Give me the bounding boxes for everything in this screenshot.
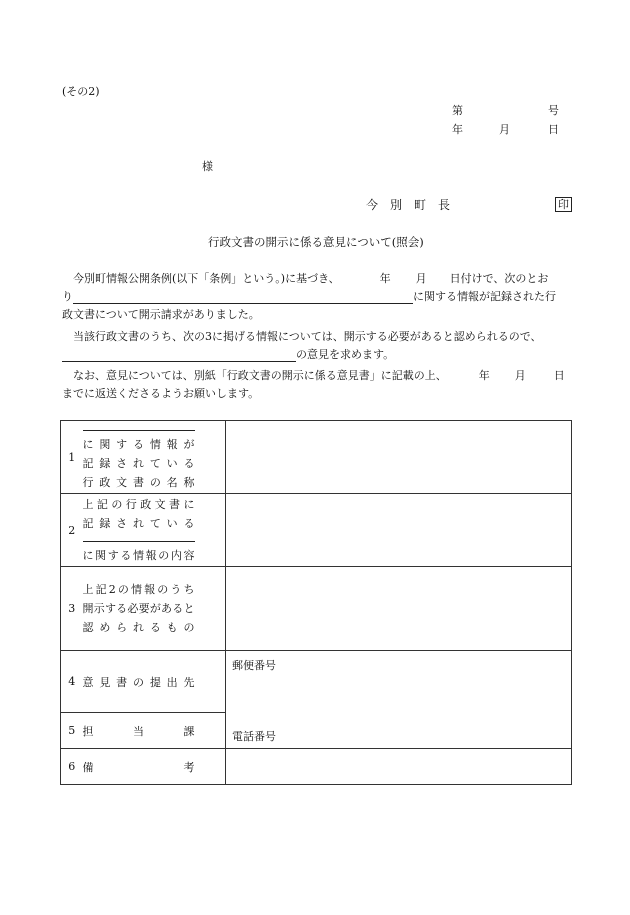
row-value bbox=[226, 651, 572, 713]
document-title: 行政文書の開示に係る意見について(照会) bbox=[208, 235, 424, 249]
row-number: 5 bbox=[61, 713, 83, 749]
body-text: 政文書について開示請求がありました。 bbox=[62, 308, 260, 321]
row-label bbox=[83, 494, 226, 567]
row-value bbox=[226, 494, 572, 567]
row-value bbox=[226, 713, 572, 749]
row-number: 4 bbox=[61, 651, 83, 713]
row-number: 6 bbox=[61, 749, 83, 785]
label-line: に 関 す る 情 報 の 内 容 bbox=[82, 549, 195, 562]
body-text: 日付けで、次のとお bbox=[449, 272, 549, 285]
label-blank-line bbox=[83, 422, 195, 431]
body-text: り bbox=[62, 290, 73, 303]
row-number: 2 bbox=[61, 494, 83, 567]
row-number: 1 bbox=[61, 421, 83, 494]
table-row bbox=[61, 749, 572, 785]
row-number: 3 bbox=[61, 567, 83, 651]
label-line: 上 記 の 行 政 文 書 に bbox=[82, 498, 195, 511]
label-text: 備 考 bbox=[82, 760, 195, 774]
row-value bbox=[226, 567, 572, 651]
postal-code-label: 郵便番号 bbox=[232, 659, 276, 672]
table-row bbox=[61, 651, 572, 713]
body-day: 日 bbox=[553, 369, 565, 382]
body-text: までに返送くださるようお願いします。 bbox=[62, 387, 260, 400]
body-text: 今別町情報公開条例(以下「条例」という。)に基づき、 bbox=[73, 272, 340, 285]
table-row bbox=[61, 421, 572, 494]
body-text: の意見を求めます。 bbox=[296, 348, 395, 361]
form-number: (その2) bbox=[62, 85, 100, 98]
body-year: 年 bbox=[379, 272, 391, 285]
date-year: 年 bbox=[452, 123, 463, 136]
body-line-5 bbox=[62, 348, 394, 362]
row-value bbox=[226, 421, 572, 494]
label-line: に 関 す る 情 報 が bbox=[82, 438, 195, 451]
row-value bbox=[226, 749, 572, 785]
body-text: なお、意見については、別紙「行政文書の開示に係る意見書」に記載の上、 bbox=[73, 369, 447, 382]
label-text: 意 見 書 の 提 出 先 bbox=[82, 675, 195, 689]
table-row bbox=[61, 494, 572, 567]
body-text: に関する情報が記録された行 bbox=[413, 290, 556, 303]
phone-number-label: 電話番号 bbox=[232, 730, 276, 743]
row-label bbox=[83, 421, 226, 494]
body-text: 当該行政文書のうち、次の3に掲げる情報については、開示する必要があると認められるので、 bbox=[73, 330, 542, 343]
body-line-6 bbox=[73, 369, 565, 383]
seal-mark: 印 bbox=[555, 197, 572, 212]
table-row bbox=[61, 567, 572, 651]
label-line: 開 示 す る 必 要 が あ る と bbox=[82, 602, 195, 615]
sender-title: 今 別 町 長 bbox=[366, 198, 451, 212]
body-line-1 bbox=[62, 272, 548, 286]
label-blank-line bbox=[83, 533, 195, 542]
row-label bbox=[83, 713, 226, 749]
label-text: 担 当 課 bbox=[82, 724, 195, 738]
body-line-2 bbox=[62, 290, 556, 304]
body-year: 年 bbox=[478, 369, 490, 382]
body-month: 月 bbox=[415, 272, 427, 285]
date-month: 月 bbox=[499, 123, 510, 136]
label-line: 認 め ら れ る も の bbox=[82, 621, 195, 634]
label-line: 上 記 2 の 情 報 の う ち bbox=[82, 583, 195, 596]
label-line: 行 政 文 書 の 名 称 bbox=[82, 476, 195, 489]
label-line: 記 録 さ れ て い る bbox=[82, 457, 195, 470]
table-row bbox=[61, 713, 572, 749]
third-party-blank bbox=[62, 350, 296, 362]
row-label bbox=[83, 651, 226, 713]
opinion-request-table bbox=[60, 420, 572, 785]
body-month: 月 bbox=[514, 369, 526, 382]
doc-number-suffix: 号 bbox=[548, 104, 559, 117]
row-label bbox=[83, 749, 226, 785]
row-label bbox=[83, 567, 226, 651]
label-line: 記 録 さ れ て い る bbox=[82, 517, 195, 530]
addressee-suffix: 様 bbox=[202, 160, 213, 173]
request-subject-blank bbox=[73, 292, 413, 304]
doc-number-prefix: 第 bbox=[452, 104, 463, 117]
date-day: 日 bbox=[548, 123, 559, 136]
